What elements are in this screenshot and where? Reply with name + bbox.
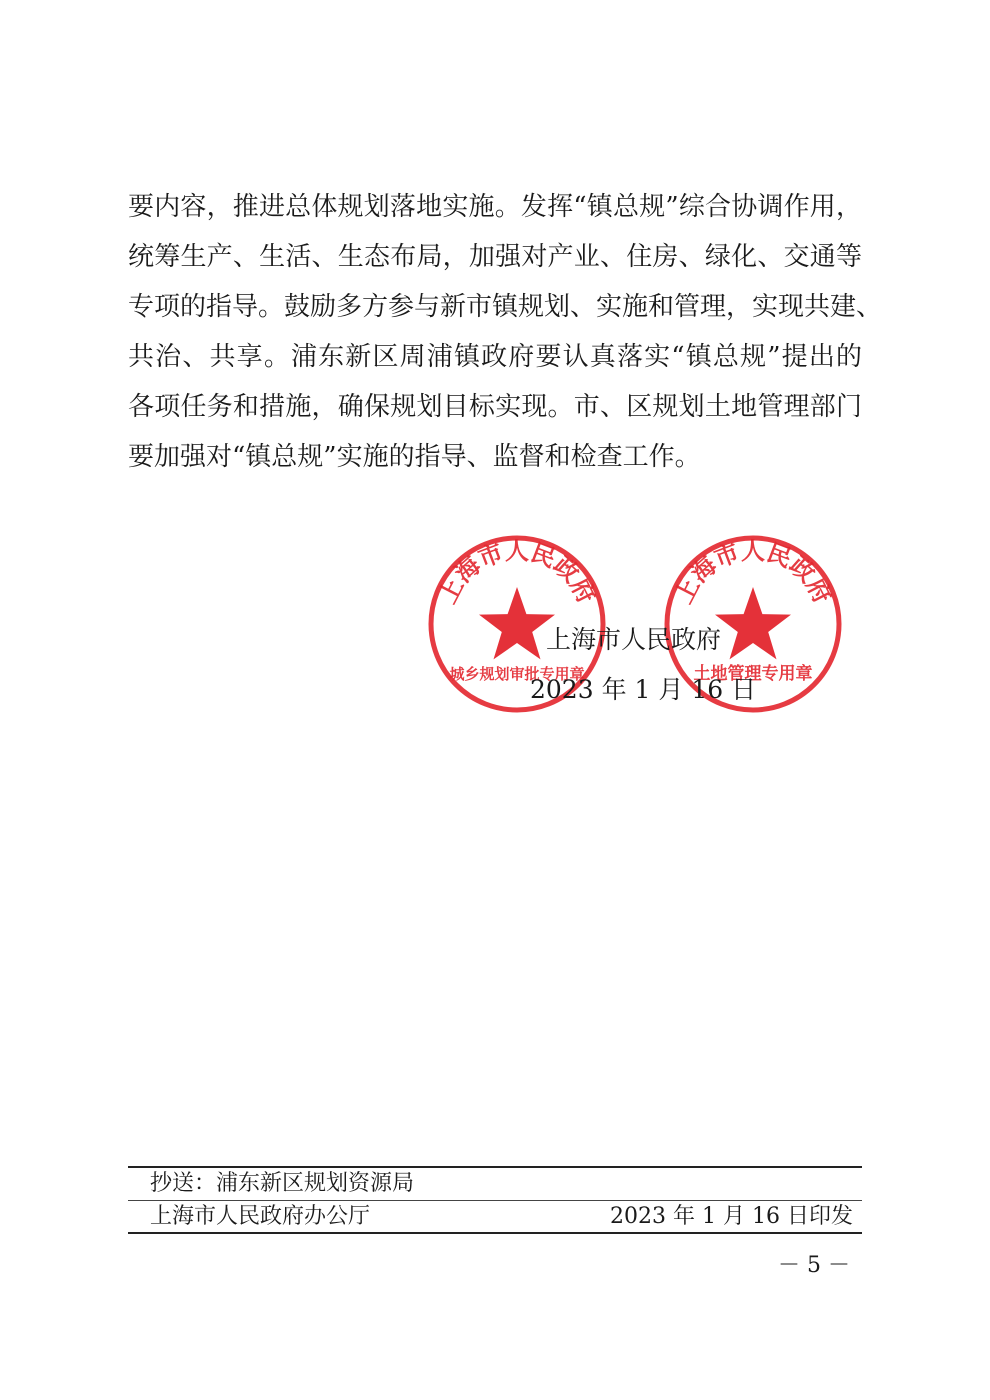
print-date: 2023 年 1 月 16 日印发 (610, 1204, 853, 1229)
cc-recipients: 抄送：浦东新区规划资源局 (150, 1171, 415, 1196)
star-icon (715, 587, 791, 659)
footer-rule-bottom (128, 1232, 862, 1234)
body-line: 各项任务和措施，确保规划目标实现。市、区规划土地管理部门 (128, 392, 862, 422)
body-line: 要内容，推进总体规划落地实施。发挥“镇总规”综合协调作用， (128, 192, 862, 222)
body-line: 专项的指导。鼓励多方参与新市镇规划、实施和管理，实现共建、 (128, 292, 883, 322)
star-icon (479, 587, 555, 659)
body-line: 共治、共享。浦东新区周浦镇政府要认真落实“镇总规”提出的 (128, 342, 862, 372)
issuer-name: 上海市人民政府 (546, 625, 722, 654)
seal-bottom-text: 城乡规划审批专用章 (449, 665, 585, 683)
page-number: － 5 － (778, 1253, 850, 1278)
footer-rule-middle (128, 1200, 862, 1201)
body-text (128, 182, 883, 482)
body-line: 要加强对“镇总规”实施的指导、监督和检查工作。 (128, 442, 701, 472)
issuing-office: 上海市人民政府办公厅 (150, 1204, 371, 1229)
signature-date: 2023 年 1 月 16 日 (530, 675, 757, 704)
body-line: 统筹生产、生活、生态布局，加强对产业、住房、绿化、交通等 (128, 242, 862, 272)
seal-arc-text: 上海市人民政府 (669, 536, 837, 608)
seal-arc-text: 上海市人民政府 (433, 536, 601, 608)
seal-bottom-text: 土地管理专用章 (693, 664, 813, 684)
